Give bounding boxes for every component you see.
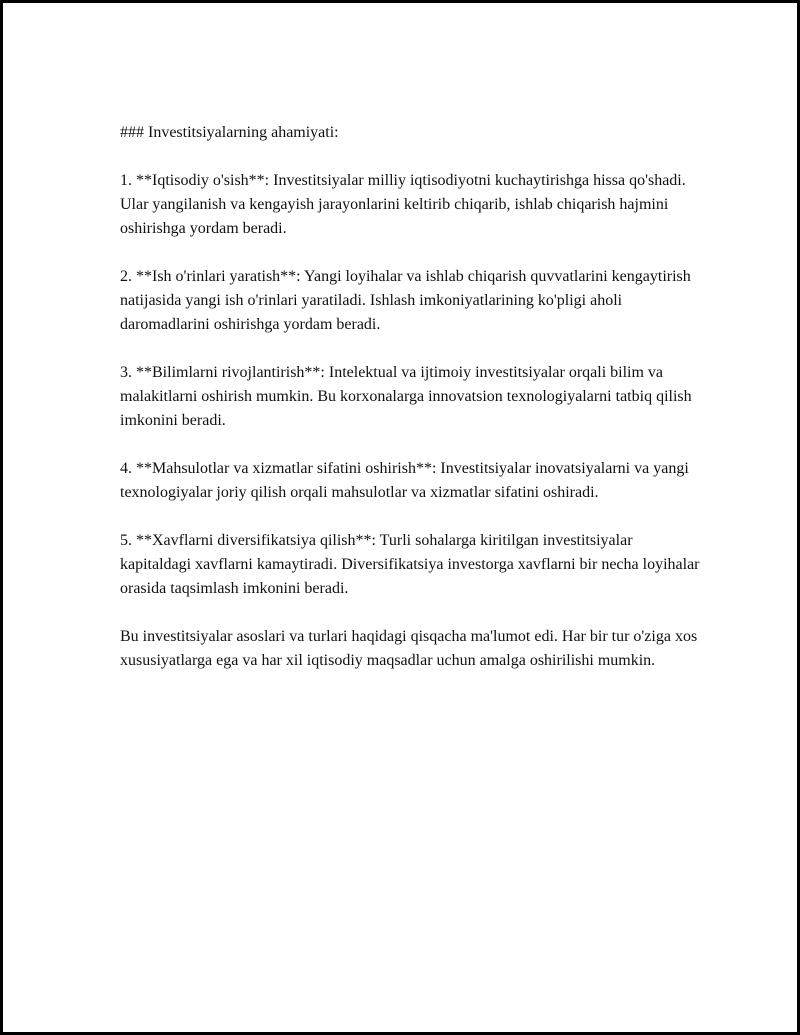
- closing-paragraph: Bu investitsiyalar asoslari va turlari haqidagi qisqacha ma'lumot edi. Har bir tur o'ziga xos xususiyatlarga ega va har xil iqtisodiy maqsadlar uchun amalga oshirilishi mumkin.: [120, 628, 698, 669]
- list-item-job-creation: 2. **Ish o'rinlari yaratish**: Yangi loyihalar va ishlab chiqarish quvvatlarini kengaytirish natijasida yangi ish o'rinlari yaratiladi. Ishlash imkoniyatlarining ko'pligi aholi daromadlarini oshirishga yordam beradi.: [120, 268, 691, 333]
- section-heading: ### Investitsiyalarning ahamiyati:: [120, 124, 339, 141]
- list-item-knowledge-development: 3. **Bilimlarni rivojlantirish**: Intelektual va ijtimoiy investitsiyalar orqali bilim va malakitlarni oshirish mumkin. Bu korxonalarga innovatsion texnologiyalarni tatbiq qilish imkonini beradi.: [120, 364, 692, 429]
- list-item-risk-diversification: 5. **Xavflarni diversifikatsiya qilish**: Turli sohalarga kiritilgan investitsiyalar kapitaldagi xavflarni kamaytiradi. Diversifikatsiya investorga xavflarni bir necha loyihalar orasida taqsimlash imkonini beradi.: [120, 532, 700, 597]
- list-item-quality-improvement: 4. **Mahsulotlar va xizmatlar sifatini oshirish**: Investitsiyalar inovatsiyalarni va yangi texnologiyalar joriy qilish orqali mahsulotlar va xizmatlar sifatini oshiradi.: [120, 460, 689, 501]
- document-body: [120, 121, 700, 673]
- list-item-economic-growth: 1. **Iqtisodiy o'sish**: Investitsiyalar milliy iqtisodiyotni kuchaytirishga hissa qo'shadi. Ular yangilanish va kengayish jarayonlarini keltirib chiqarib, ishlab chiqarish hajmini oshirishga yordam beradi.: [120, 172, 686, 237]
